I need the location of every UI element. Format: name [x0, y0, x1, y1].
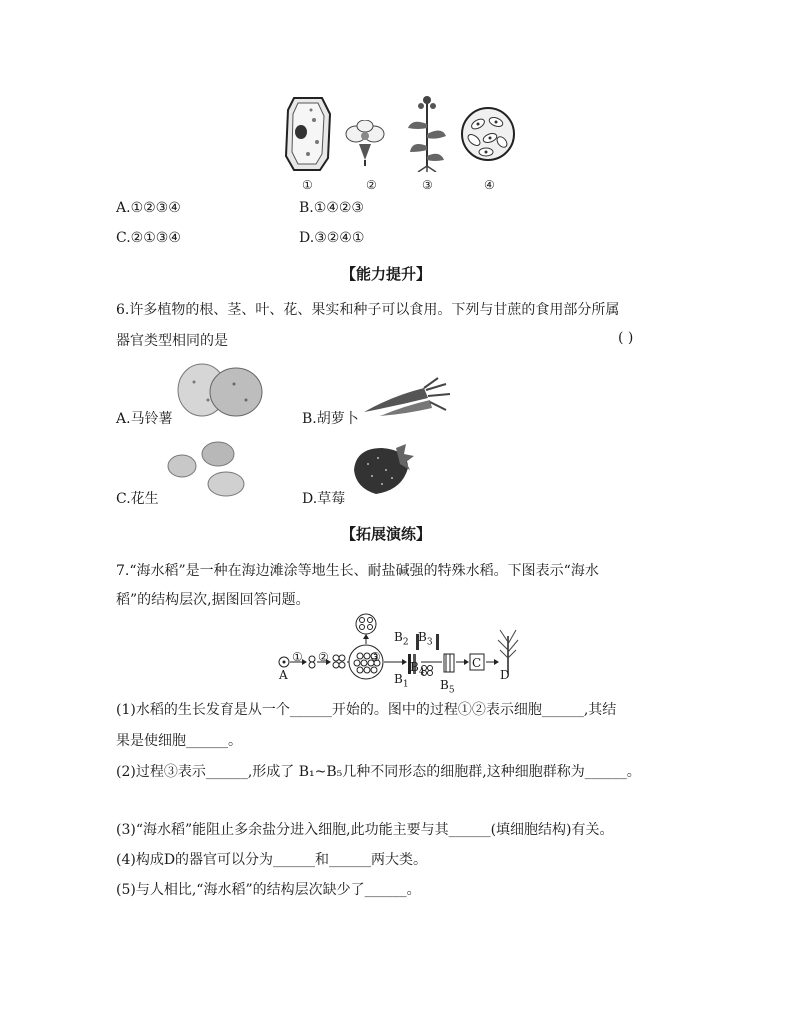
diagram-label-a: A: [279, 668, 288, 682]
b-subscript: 2: [402, 637, 409, 648]
diagram-label-b1: [394, 672, 409, 689]
b-letter: B: [440, 678, 449, 692]
option-letter: A.: [116, 200, 131, 216]
carrot-icon: [362, 376, 452, 418]
section-heading-ability: 【能力提升】: [341, 265, 432, 283]
option-text: ②①③④: [130, 230, 181, 246]
q7-stem-line1: 7.“海水稻”是一种在海边滩涂等地生长、耐盐碱强的特殊水稻。下图表示“海水: [116, 563, 599, 579]
figure-label-4: ④: [484, 178, 495, 192]
q7-sub2: (2)过程③表示______,形成了 B₁~B₅几种不同形态的细胞群,这种细胞群称为______。: [116, 764, 641, 780]
diagram-label-process1: ①: [292, 650, 303, 664]
b-letter: B: [410, 660, 419, 674]
b-subscript: 3: [426, 637, 433, 648]
option-text: 胡萝卜: [316, 411, 359, 427]
option-text: 马铃薯: [130, 411, 173, 427]
q6-option-d: [302, 488, 345, 508]
diagram-label-c: C: [472, 656, 482, 670]
option-text: ①②③④: [130, 200, 181, 216]
leaf-tissue-image: [460, 106, 516, 162]
q6-option-a: [116, 408, 173, 428]
q7-sub4: (4)构成D的器官可以分为______和______两大类。: [116, 852, 428, 868]
q7-sub1-line2: 果是使细胞______。: [116, 733, 242, 749]
diagram-label-process3: ③: [370, 650, 381, 664]
option-text: ③②④①: [314, 230, 365, 246]
b-subscript: 1: [402, 679, 409, 690]
diagram-label-d: D: [500, 668, 510, 682]
option-letter: C.: [116, 491, 131, 507]
q7-sub3: (3)“海水稻”能阻止多余盐分进入细胞,此功能主要与其______(填细胞结构)有关。: [116, 822, 614, 838]
diagram-label-b3: [418, 630, 433, 647]
q6-option-c: [116, 488, 159, 508]
answer-bracket: ( ): [618, 330, 634, 346]
potato-icon: [174, 360, 264, 420]
figure-label-3: ③: [422, 178, 433, 192]
option-letter: A.: [116, 411, 131, 427]
option-text: ①④②③: [313, 200, 364, 216]
figure-label-1: ①: [302, 178, 313, 192]
whole-plant-image: [404, 94, 450, 172]
diagram-label-process2: ②: [318, 650, 329, 664]
option-d: [299, 230, 364, 246]
flower-image: [344, 120, 386, 166]
b-letter: B: [394, 630, 403, 644]
strawberry-icon: [348, 444, 414, 496]
figure-label-2: ②: [366, 178, 377, 192]
option-a: [116, 200, 181, 216]
option-letter: B.: [299, 200, 314, 216]
b-subscript: 4: [418, 667, 425, 678]
q7-sub5: (5)与人相比,“海水稻”的结构层次缺少了______。: [116, 882, 421, 898]
q7-sub1-line1: (1)水稻的生长发育是从一个______开始的。图中的过程①②表示细胞______,其结: [116, 702, 617, 718]
peanut-icon: [160, 438, 252, 500]
option-letter: B.: [302, 411, 317, 427]
option-c: [116, 230, 181, 246]
b-subscript: 5: [448, 685, 455, 696]
option-text: 花生: [130, 491, 159, 507]
q7-stem-line2: 稻”的结构层次,据图回答问题。: [116, 592, 310, 608]
q6-option-b: [302, 408, 359, 428]
q6-stem-line1: 6.许多植物的根、茎、叶、花、果实和种子可以食用。下列与甘蔗的食用部分所属: [116, 302, 620, 318]
q6-stem-line2: 器官类型相同的是: [116, 333, 228, 349]
diagram-label-b5: [440, 678, 455, 695]
diagram-label-b4: [410, 660, 425, 677]
option-text: 草莓: [317, 491, 346, 507]
diagram-label-b2: [394, 630, 409, 647]
option-letter: D.: [299, 230, 315, 246]
option-letter: D.: [302, 491, 318, 507]
b-letter: B: [418, 630, 427, 644]
option-b: [299, 200, 364, 216]
plant-cell-image: [284, 96, 332, 172]
b-letter: B: [394, 672, 403, 686]
section-heading-extension: 【拓展演练】: [341, 525, 432, 543]
option-letter: C.: [116, 230, 131, 246]
